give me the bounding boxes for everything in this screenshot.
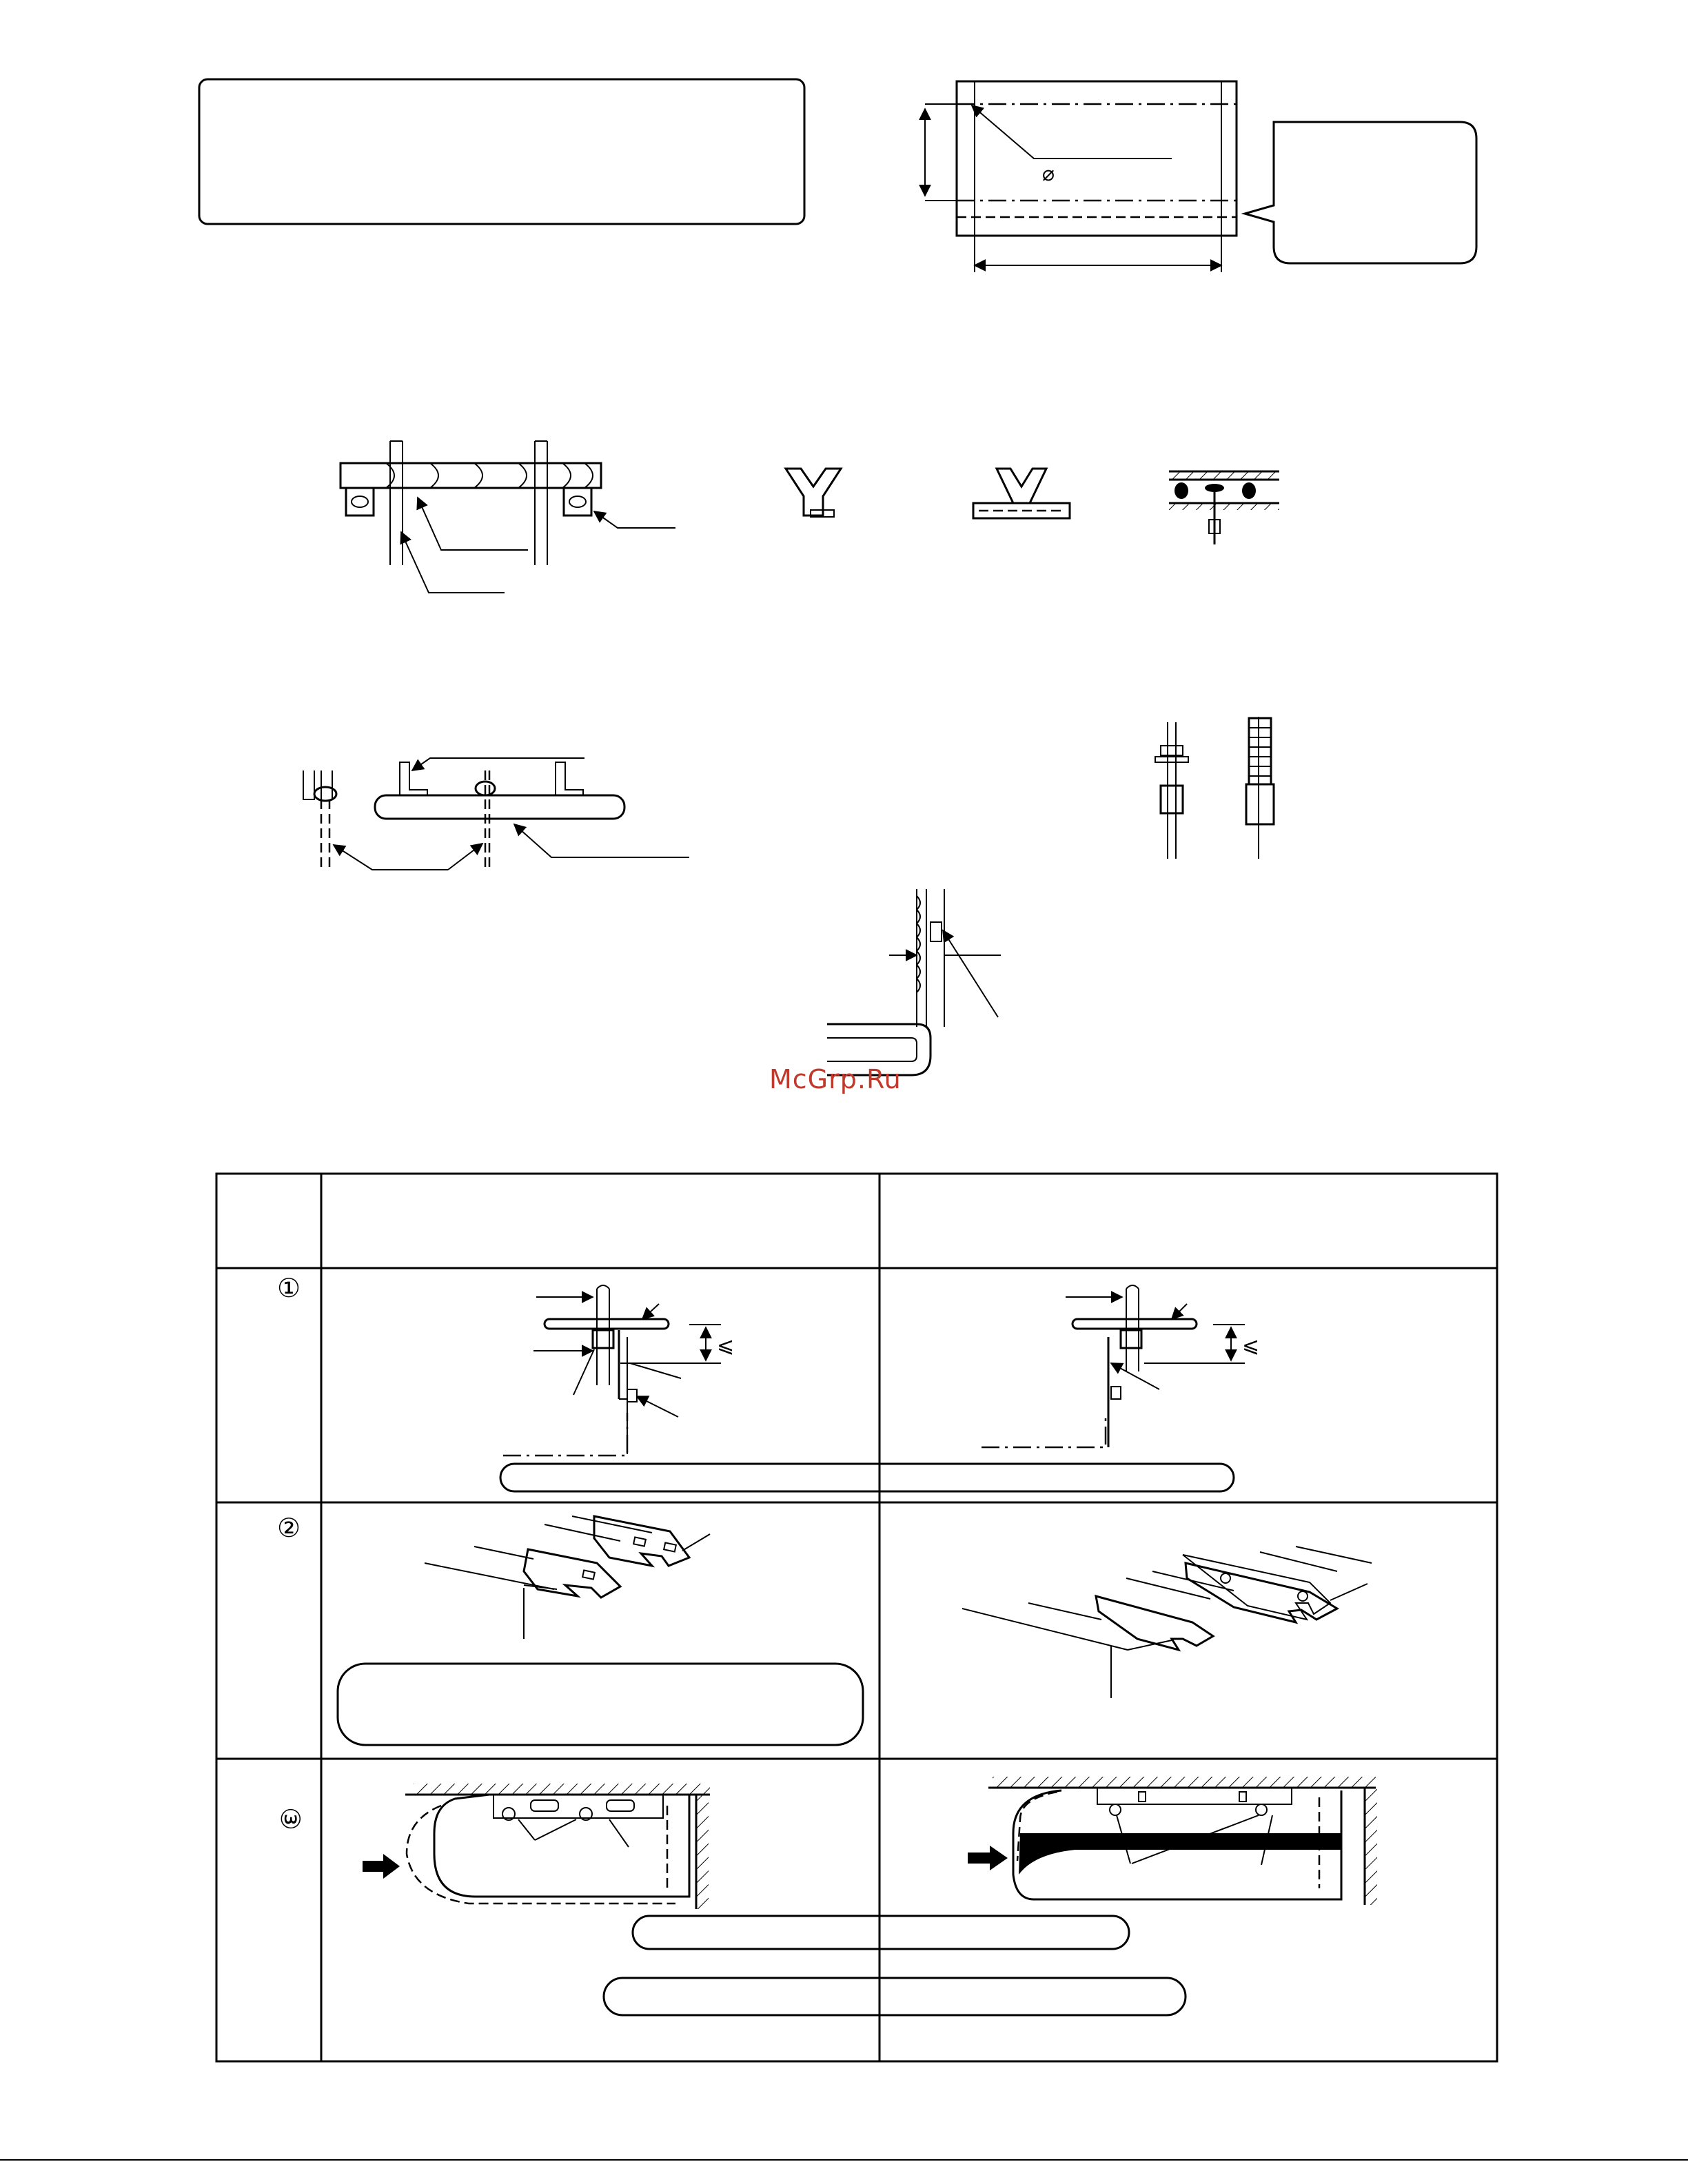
row2-left-drawing	[425, 1516, 710, 1639]
row3-right-drawing	[968, 1777, 1377, 1905]
row2-left-note-box	[338, 1664, 863, 1745]
row2-right-drawing	[962, 1547, 1372, 1698]
row-number-3: ③	[275, 1807, 305, 1831]
row1-right-drawing	[982, 1285, 1259, 1447]
diameter-symbol: ⌀	[1042, 162, 1055, 186]
callout-bubble	[1245, 122, 1476, 263]
row3-note-pill-lower	[604, 1978, 1186, 2015]
row3-left-drawing	[363, 1784, 710, 1909]
hanger-bracket-figure	[303, 758, 689, 870]
arrow-icon	[968, 1846, 1008, 1870]
row-number-2: ②	[277, 1513, 301, 1543]
hanger-rail-figure	[340, 441, 675, 593]
bolt-detail-figure	[1155, 717, 1274, 859]
ceiling-insert-symbols	[786, 469, 1279, 544]
row3-note-pill-upper	[633, 1916, 1129, 1949]
row1-left-drawing	[503, 1285, 734, 1456]
row-number-1: ①	[277, 1273, 301, 1303]
max-symbol-left: ⩽	[717, 1334, 735, 1358]
pipe-wall-detail	[827, 889, 1001, 1075]
row1-note-pill	[500, 1464, 1234, 1491]
watermark-text: McGrp.Ru	[769, 1064, 902, 1094]
arrow-icon	[363, 1854, 400, 1879]
note-box-top-left	[199, 79, 804, 224]
max-symbol-right: ⩽	[1242, 1334, 1260, 1358]
ceiling-opening-diagram	[925, 81, 1237, 272]
